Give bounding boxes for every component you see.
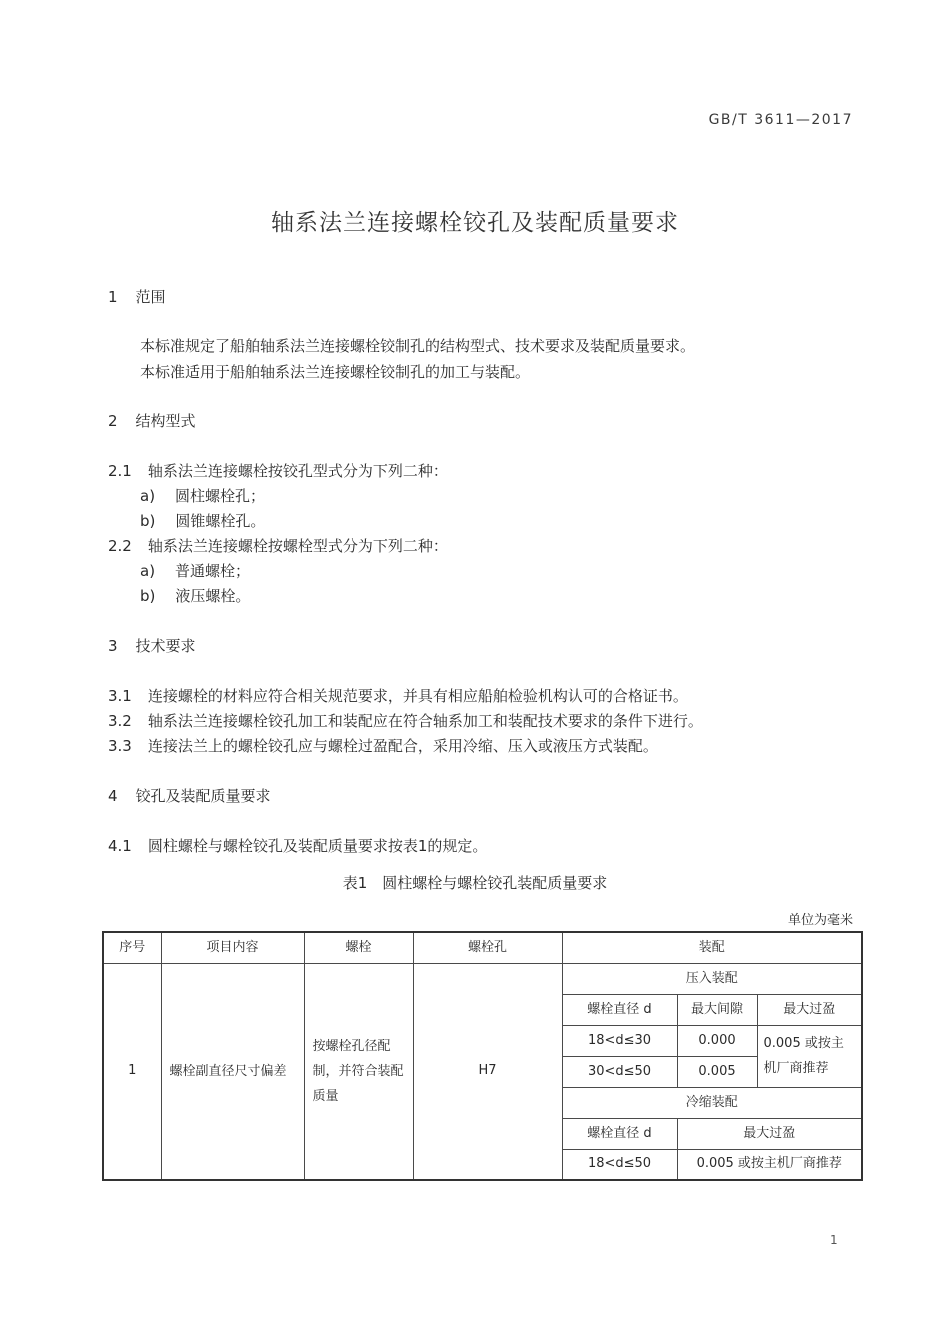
clause-text: 轴系法兰连接螺栓按铰孔型式分为下列二种： xyxy=(147,462,448,480)
shrink-fit-title: 冷缩装配 xyxy=(562,1087,862,1118)
clause-3-1 xyxy=(108,685,688,706)
clause-text: 连接螺栓的材料应符合相关规范要求，并具有相应船舶检验机构认可的合格证书。 xyxy=(147,687,688,705)
section-number: 3 xyxy=(108,637,118,655)
standard-number: GB/T 3611—2017 xyxy=(708,112,853,128)
shrink-r1-interference: 0.005 或按主机厂商推荐 xyxy=(677,1149,862,1180)
shrink-r1-diameter: 18<d≤50 xyxy=(562,1149,677,1180)
section-title: 铰孔及装配质量要求 xyxy=(135,787,271,805)
list-text: 圆柱螺栓孔； xyxy=(175,487,266,505)
clause-text: 轴系法兰连接螺栓铰孔加工和装配应在符合轴系加工和装配技术要求的条件下进行。 xyxy=(147,712,703,730)
clause-number: 4.1 xyxy=(108,837,132,855)
section-1-heading xyxy=(108,286,166,307)
row-seq: 1 xyxy=(103,963,161,1180)
clause-4-1 xyxy=(108,835,487,856)
table-unit: 单位为毫米 xyxy=(787,913,853,928)
list-mark: b) xyxy=(140,512,156,530)
header-item: 项目内容 xyxy=(161,932,304,963)
header-assembly: 装配 xyxy=(562,932,862,963)
list-item-2-1-b xyxy=(140,510,265,531)
clause-2-1 xyxy=(108,460,448,481)
section-number: 1 xyxy=(108,288,118,306)
press-r2-gap: 0.005 xyxy=(677,1056,757,1087)
section-title: 技术要求 xyxy=(135,637,196,655)
list-text: 圆锥螺栓孔。 xyxy=(175,512,266,530)
press-r1-diameter: 18<d≤30 xyxy=(562,1025,677,1056)
list-item-2-2-a xyxy=(140,560,250,581)
list-mark: a) xyxy=(140,487,156,505)
quality-table xyxy=(102,931,863,1181)
clause-2-2 xyxy=(108,535,448,556)
press-col-interference: 最大过盈 xyxy=(757,994,862,1025)
document-title: 轴系法兰连接螺栓铰孔及装配质量要求 xyxy=(271,210,679,236)
scope-paragraph-2: 本标准适用于船舶轴系法兰连接螺栓铰制孔的加工与装配。 xyxy=(140,363,531,381)
list-item-2-2-b xyxy=(140,585,250,606)
clause-number: 3.1 xyxy=(108,687,132,705)
section-title: 范围 xyxy=(135,288,166,306)
header-seq: 序号 xyxy=(103,932,161,963)
clause-number: 3.3 xyxy=(108,737,132,755)
list-text: 普通螺栓； xyxy=(175,562,251,580)
press-col-gap: 最大间隙 xyxy=(677,994,757,1025)
clause-3-3 xyxy=(108,735,658,756)
section-title: 结构型式 xyxy=(135,412,196,430)
header-bolt: 螺栓 xyxy=(304,932,413,963)
list-mark: b) xyxy=(140,587,156,605)
page-number: 1 xyxy=(830,1233,838,1247)
section-3-heading xyxy=(108,635,196,656)
press-r2-diameter: 30<d≤50 xyxy=(562,1056,677,1087)
clause-text: 连接法兰上的螺栓铰孔应与螺栓过盈配合，采用冷缩、压入或液压方式装配。 xyxy=(147,737,658,755)
list-item-2-1-a xyxy=(140,485,265,506)
shrink-col-diameter: 螺栓直径 d xyxy=(562,1118,677,1149)
shrink-col-interference: 最大过盈 xyxy=(677,1118,862,1149)
section-4-heading xyxy=(108,785,271,806)
clause-text: 轴系法兰连接螺栓按螺栓型式分为下列二种： xyxy=(147,537,448,555)
list-mark: a) xyxy=(140,562,156,580)
press-interference: 0.005 或按主机厂商推荐 xyxy=(757,1025,862,1087)
section-number: 4 xyxy=(108,787,118,805)
table-caption: 表1 圆柱螺栓与螺栓铰孔装配质量要求 xyxy=(342,874,608,892)
clause-text: 圆柱螺栓与螺栓铰孔及装配质量要求按表1的规定。 xyxy=(147,837,488,855)
press-fit-title: 压入装配 xyxy=(562,963,862,994)
clause-number: 2.2 xyxy=(108,537,132,555)
clause-3-2 xyxy=(108,710,703,731)
section-2-heading xyxy=(108,410,196,431)
list-text: 液压螺栓。 xyxy=(175,587,251,605)
row-item: 螺栓副直径尺寸偏差 xyxy=(161,963,304,1180)
section-number: 2 xyxy=(108,412,118,430)
clause-number: 2.1 xyxy=(108,462,132,480)
press-r1-gap: 0.000 xyxy=(677,1025,757,1056)
row-bolt: 按螺栓孔径配制，并符合装配质量 xyxy=(304,963,413,1180)
row-hole: H7 xyxy=(413,963,562,1180)
clause-number: 3.2 xyxy=(108,712,132,730)
scope-paragraph-1: 本标准规定了船舶轴系法兰连接螺栓铰制孔的结构型式、技术要求及装配质量要求。 xyxy=(140,337,696,355)
header-hole: 螺栓孔 xyxy=(413,932,562,963)
press-col-diameter: 螺栓直径 d xyxy=(562,994,677,1025)
